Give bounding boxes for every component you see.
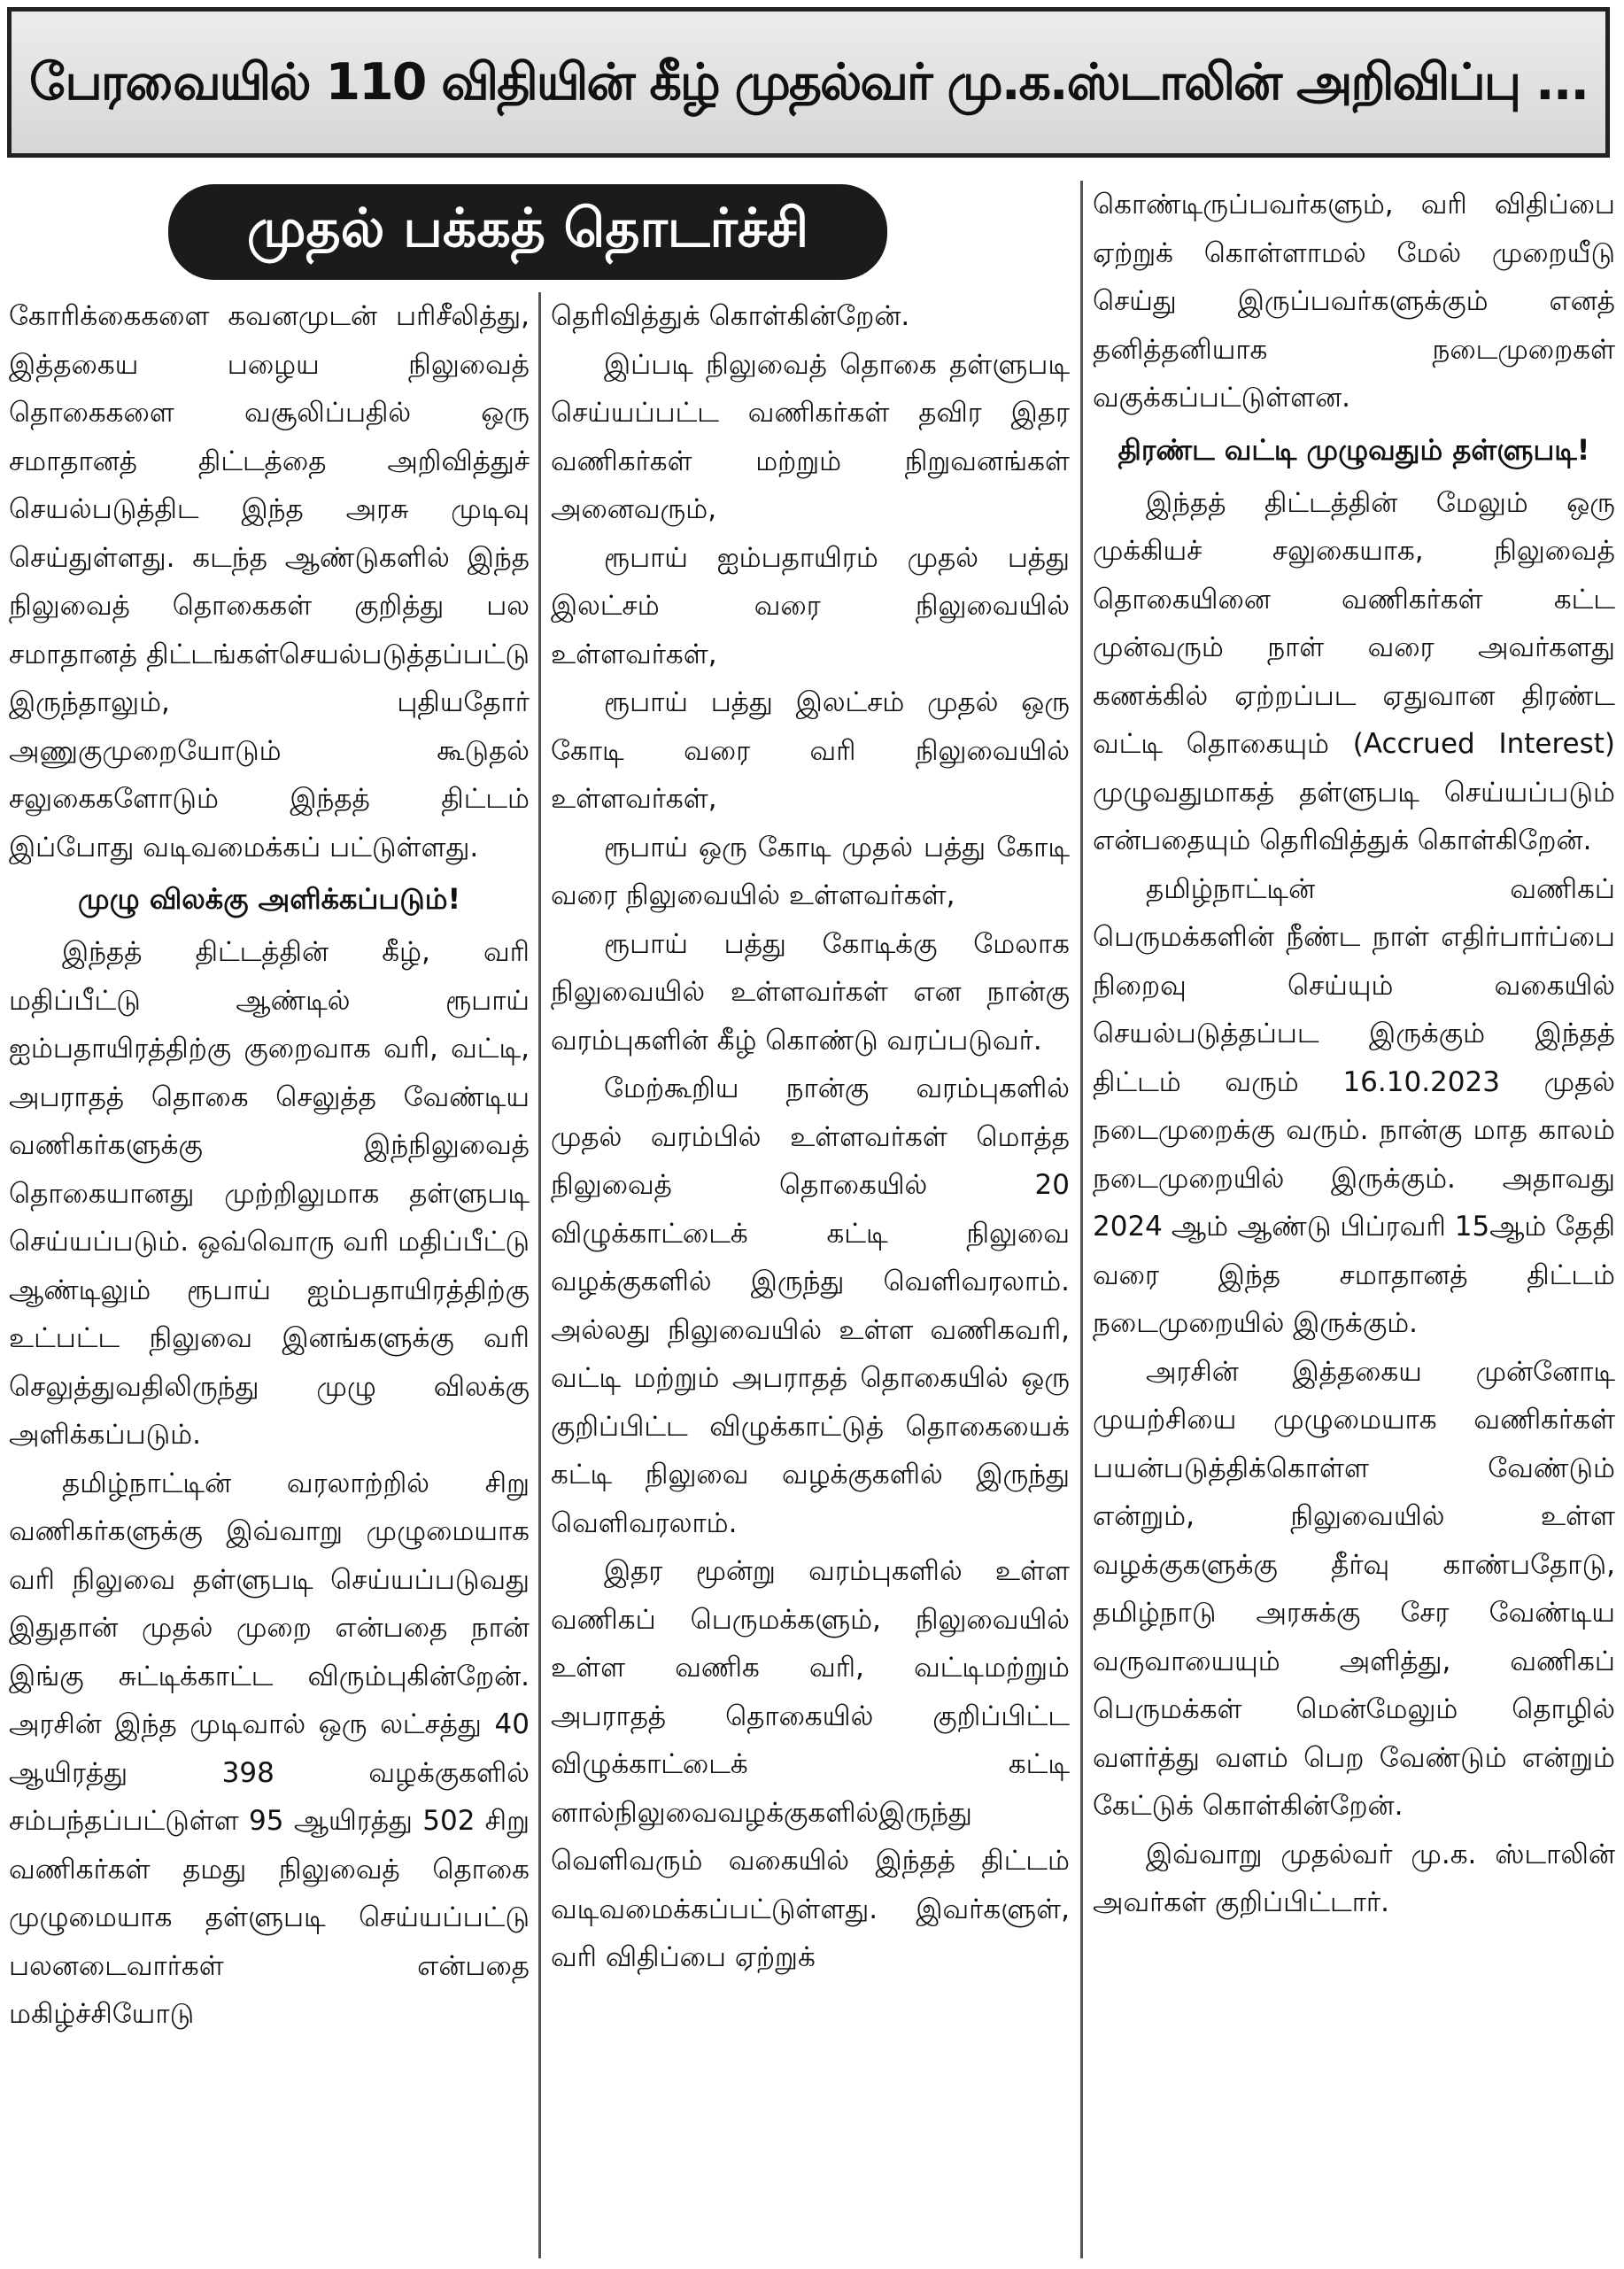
column-divider [1080,181,1083,2258]
paragraph: இப்படி நிலுவைத் தொகை தள்ளுபடி செய்யப்பட்ட வணிகர்கள் தவிர இதர வணிகர்கள் மற்றும் நிறுவனங்கள் அனைவரும், [551,348,1070,525]
section-tag: முதல் பக்கத் தொடர்ச்சி [168,184,887,280]
paragraph: மேற்கூறிய நான்கு வரம்புகளில் முதல் வரம்பில் உள்ளவர்கள் மொத்த நிலுவைத் தொகையில் 20 விழுக்காட்டைக் கட்டி நிலுவை வழக்குகளில் இருந்து வெளிவரலாம். அல்லது நிலுவையில் உள்ள வணிகவரி, வட்டி மற்றும் அபராதத் தொகையில் ஒரு குறிப்பிட்ட விழுக்காட்டுத் தொகையைக் கட்டி நிலுவை வழக்குகளில் இருந்து வெளிவரலாம். [551,1073,1070,1539]
paragraph: தமிழ்நாட்டின் வரலாற்றில் சிறு வணிகர்களுக்கு இவ்வாறு முழுமையாக வரி நிலுவை தள்ளுபடி செய்யப்படுவது இதுதான் முதல் முறை என்பதை நான் இங்கு சுட்டிக்காட்ட விரும்புகின்றேன். அரசின் இந்த முடிவால் ஒரு லட்சத்து 40 ஆயிரத்து 398 வழக்குகளில் சம்பந்தப்பட்டுள்ள 95 ஆயிரத்து 502 சிறு வணிகர்கள் தமது நிலுவைத் தொகை முழுமையாக தள்ளுபடி செய்யப்பட்டு பலனடைவார்கள் என்பதை மகிழ்ச்சியோடு [9,1467,530,2030]
paragraph: கோரிக்கைகளை கவனமுடன் பரிசீலித்து, இத்தகைய பழைய நிலுவைத் தொகைகளை வசூலிப்பதில் ஒரு சமாதானத் திட்டத்தை அறிவித்துச் செயல்படுத்திட இந்த அரசு முடிவு செய்துள்ளது. கடந்த ஆண்டுகளில் இந்த நிலுவைத் தொகைகள் குறித்து பல சமாதானத் திட்டங்கள்செயல்படுத்தப்பட்டு இருந்தாலும், புதியதோர் அணுகுமுறையோடும் கூடுதல் சலுகைகளோடும் இந்தத் திட்டம் இப்போது வடிவமைக்கப் பட்டுள்ளது. [9,300,530,863]
paragraph: ரூபாய் பத்து இலட்சம் முதல் ஒரு கோடி வரை வரி நிலுவையில் உள்ளவர்கள், [551,686,1070,815]
paragraph: ரூபாய் பத்து கோடிக்கு மேலாக நிலுவையில் உள்ளவர்கள் என நான்கு வரம்புகளின் கீழ் கொண்டு வரப்படுவர். [551,927,1070,1057]
paragraph: கொண்டிருப்பவர்களும், வரி விதிப்பை ஏற்றுக் கொள்ளாமல் மேல் முறையீடு செய்து இருப்பவர்களுக்கும் எனத் தனித்தனியாக நடைமுறைகள் வகுக்கப்பட்டுள்ளன. [1093,189,1615,414]
subheading: முழு விலக்கு அளிக்கப்படும்! [77,882,461,916]
paragraph: ரூபாய் ஐம்பதாயிரம் முதல் பத்து இலட்சம் வரை நிலுவையில் உள்ளவர்கள், [551,541,1070,670]
paragraph: தமிழ்நாட்டின் வணிகப் பெருமக்களின் நீண்ட நாள் எதிர்பார்ப்பை நிறைவு செய்யும் வகையில் செயல்படுத்தப்பட இருக்கும் இந்தத் திட்டம் வரும் 16.10.2023 முதல் நடைமுறைக்கு வரும். நான்கு மாத காலம் நடைமுறையில் இருக்கும். அதாவது 2024 ஆம் ஆண்டு பிப்ரவரி 15ஆம் தேதி வரை இந்த சமாதானத் திட்டம் நடைமுறையில் இருக்கும். [1093,872,1615,1339]
article-column-2 [551,292,1070,2263]
column-divider [538,292,541,2258]
paragraph: இதர மூன்று வரம்புகளில் உள்ள வணிகப் பெருமக்களும், நிலுவையில் உள்ள வணிக வரி, வட்டிமற்றும் அபராதத் தொகையில் குறிப்பிட்ட விழுக்காட்டைக் கட்டி னால்நிலுவைவழக்குகளில்இருந்து வெளிவரும் வகையில் இந்தத் திட்டம் வடிவமைக்கப்பட்டுள்ளது. இவர்களுள், வரி விதிப்பை ஏற்றுக் [551,1555,1070,1973]
paragraph: ரூபாய் ஒரு கோடி முதல் பத்து கோடி வரை நிலுவையில் உள்ளவர்கள், [551,831,1070,911]
paragraph: இந்தத் திட்டத்தின் கீழ், வரி மதிப்பீட்டு ஆண்டில் ரூபாய் ஐம்பதாயிரத்திற்கு குறைவாக வரி, வட்டி, அபராதத் தொகை செலுத்த வேண்டிய வணிகர்களுக்கு இந்நிலுவைத் தொகையானது முற்றிலுமாக தள்ளுபடி செய்யப்படும். ஒவ்வொரு வரி மதிப்பீட்டு ஆண்டிலும் ரூபாய் ஐம்பதாயிரத்திற்கு உட்பட்ட நிலுவை இனங்களுக்கு வரி செலுத்துவதிலிருந்து முழு விலக்கு அளிக்கப்படும். [9,936,530,1451]
headline: பேரவையில் 110 விதியின் கீழ் முதல்வர் மு.க.ஸ்டாலின் அறிவிப்பு ... [28,52,1589,112]
headline-banner [7,7,1610,158]
paragraph: இந்தத் திட்டத்தின் மேலும் ஒரு முக்கியச் சலுகையாக, நிலுவைத் தொகையினை வணிகர்கள் கட்ட முன்வரும் நாள் வரை அவர்களது கணக்கில் ஏற்றப்பட ஏதுவான திரண்ட வட்டி தொகையும் (Accrued Interest) முழுவதுமாகத் தள்ளுபடி செய்யப்படும் என்பதையும் தெரிவித்துக் கொள்கிறேன். [1093,486,1615,856]
article-column-1 [9,292,530,2263]
subheading: திரண்ட வட்டி முழுவதும் தள்ளுபடி! [1117,432,1590,467]
paragraph: இவ்வாறு முதல்வர் மு.க. ஸ்டாலின் அவர்கள் குறிப்பிட்டார். [1093,1838,1615,1918]
paragraph: தெரிவித்துக் கொள்கின்றேன். [551,300,910,332]
paragraph: அரசின் இத்தகைய முன்னோடி முயற்சியை முழுமையாக வணிகர்கள் பயன்படுத்திக்கொள்ள வேண்டும் என்றும், நிலுவையில் உள்ள வழக்குகளுக்கு தீர்வு காண்பதோடு, தமிழ்நாடு அரசுக்கு சேர வேண்டிய வருவாயையும் அளித்து, வணிகப் பெருமக்கள் மென்மேலும் தொழில் வளர்த்து வளம் பெற வேண்டும் என்றும் கேட்டுக் கொள்கின்றேன். [1093,1355,1615,1822]
article-column-3 [1093,181,1615,2264]
